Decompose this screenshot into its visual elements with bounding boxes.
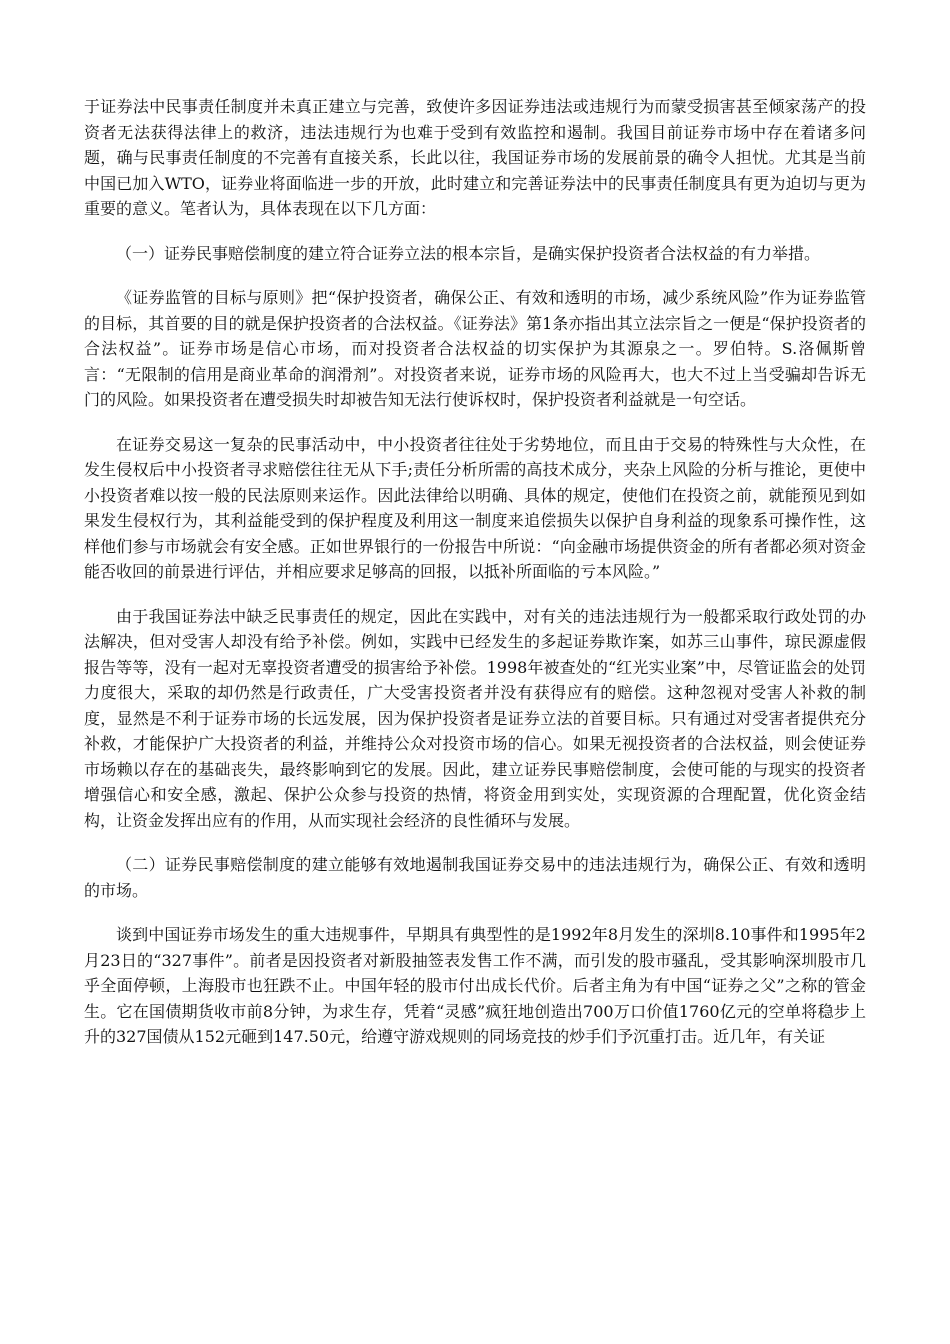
- paragraph-intro-continued: 于证券法中民事责任制度并未真正建立与完善，致使许多因证券违法或违规行为而蒙受损害甚至倾家荡产的投资者无法获得法律上的救济，违法违规行为也难于受到有效监控和遏制。我国目前证券市场中存在着诸多问题，确与民事责任制度的不完善有直接关系，长此以往，我国证券市场的发展前景的确令人担忧。尤其是当前中国已加入WTO，证券业将面临进一步的开放，此时建立和完善证券法中的民事责任制度具有更为迫切与更为重要的意义。笔者认为，具体表现在以下几方面：: [84, 97, 866, 218]
- paragraph-major-violations: 谈到中国证券市场发生的重大违规事件，早期具有典型性的是1992年8月发生的深圳8.10事件和1995年2月23日的“327事件”。前者是因投资者对新股抽签表发售工作不满，而引发的股市骚乱，受其影响深圳股市几乎全面停顿，上海股市也狂跌不止。中国年轻的股市付出成长代价。后者主角为有中国“证券之父”之称的管金生。它在国债期货收市前8分钟，为求生存，凭着“灵感”疯狂地创造出700万口价值1760亿元的空单将稳步上升的327国债从152元砸到147.50元，给遵守游戏规则的同场竞技的炒手们予沉重打击。近几年，有关证: [84, 925, 866, 1046]
- paragraph-securities-regulation: 《证券监管的目标与原则》把“保护投资者，确保公正、有效和透明的市场，减少系统风险”作为证券监管的目标，其首要的目的就是保护投资者的合法权益。《证券法》第1条亦指出其立法宗旨之一便是“保护投资者的合法权益”。证券市场是信心市场，而对投资者合法权益的切实保护为其源泉之一。罗伯特。S.洛佩斯曾言：“无限制的信用是商业革命的润滑剂”。对投资者来说，证券市场的风险再大，也大不过上当受骗却告诉无门的风险。如果投资者在遭受损失时却被告知无法行使诉权时，保护投资者利益就是一句空话。: [84, 288, 866, 409]
- paragraph-civil-liability-lack: 由于我国证券法中缺乏民事责任的规定，因此在实践中，对有关的违法违规行为一般都采取行政处罚的办法解决，但对受害人却没有给予补偿。例如，实践中已经发生的多起证券欺诈案，如苏三山事件，琼民源虚假报告等等，没有一起对无辜投资者遭受的损害给予补偿。1998年被查处的“红光实业案”中，尽管证监会的处罚力度很大，采取的却仍然是行政责任，广大受害投资者并没有获得应有的赔偿。这种忽视对受害人补救的制度，显然是不利于证券市场的长远发展，因为保护投资者是证券立法的首要目标。只有通过对受害者提供充分补救，才能保护广大投资者的利益，并维持公众对投资市场的信心。如果无视投资者的合法权益，则会使证券市场赖以存在的基础丧失，最终影响到它的发展。因此，建立证券民事赔偿制度，会使可能的与现实的投资者增强信心和安全感，激起、保护公众参与投资的热情，将资金用到实处，实现资源的合理配置，优化资金结构，让资金发挥出应有的作用，从而实现社会经济的良性循环与发展。: [84, 606, 866, 830]
- section-heading-one: （一）证券民事赔偿制度的建立符合证券立法的根本宗旨，是确实保护投资者合法权益的有力举措。: [116, 243, 821, 263]
- paragraph-small-investors: 在证券交易这一复杂的民事活动中，中小投资者往往处于劣势地位，而且由于交易的特殊性与大众性，在发生侵权后中小投资者寻求赔偿往往无从下手;责任分析所需的高技术成分，夹杂上风险的分析与推论，更使中小投资者难以按一般的民法原则来运作。因此法律给以明确、具体的规定，使他们在投资之前，就能预见到如果发生侵权行为，其利益能受到的保护程度及利用这一制度来追偿损失以保护自身利益的现象系可操作性，这样他们参与市场就会有安全感。正如世界银行的一份报告中所说：“向金融市场提供资金的所有者都必须对资金能否收回的前景进行评估，并相应要求足够高的回报，以抵补所面临的亏本风险。”: [84, 434, 866, 581]
- section-heading-two: （二）证券民事赔偿制度的建立能够有效地遏制我国证券交易中的违法违规行为，确保公正、有效和透明的市场。: [84, 855, 866, 900]
- document-page: [84, 94, 866, 1050]
